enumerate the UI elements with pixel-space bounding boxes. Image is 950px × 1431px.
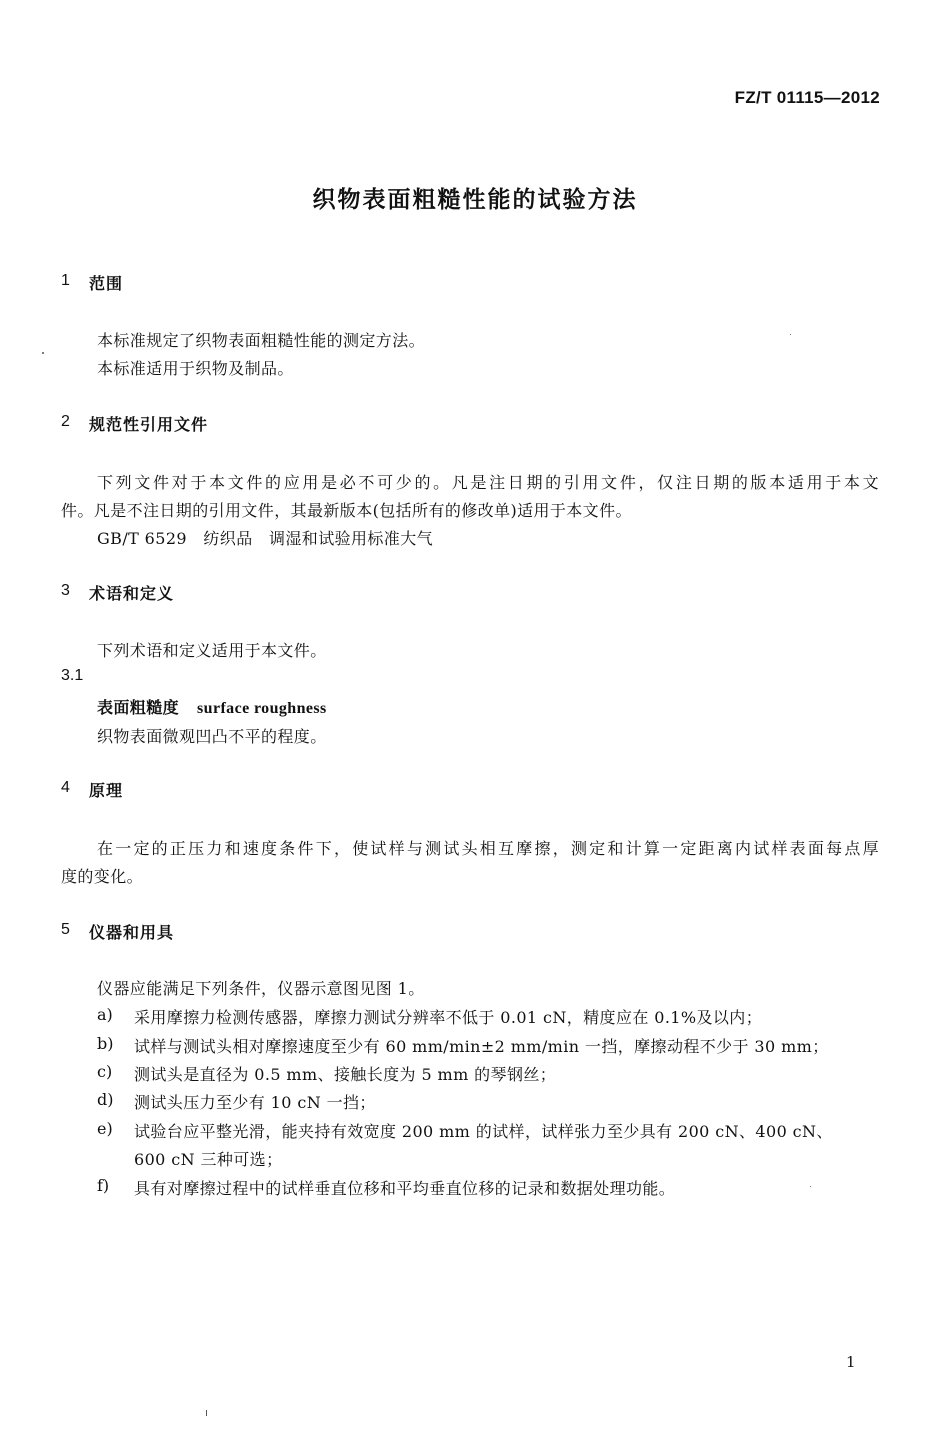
scan-speck bbox=[790, 334, 791, 335]
list-item-text: 测试头压力至少有 10 cN 一挡； bbox=[134, 1093, 376, 1112]
list-item-label: e) bbox=[97, 1119, 113, 1138]
standard-number: FZ/T 01115—2012 bbox=[734, 88, 880, 107]
section-2-title: 规范性引用文件 bbox=[89, 415, 209, 434]
list-item-label: a) bbox=[97, 1005, 113, 1024]
list-item-text: 试验台应平整光滑，能夹持有效宽度 200 mm 的试样，试样张力至少具有 200 cN、400 cN、 bbox=[134, 1122, 833, 1141]
section-5-title: 仪器和用具 bbox=[89, 923, 175, 942]
section-4-number: 4 bbox=[61, 779, 70, 796]
list-item-text: 试样与测试头相对摩擦速度至少有 60 mm/min±2 mm/min 一挡，摩擦动程不少于 30 mm； bbox=[134, 1037, 829, 1056]
section-1-paragraph-2: 本标准适用于织物及制品。 bbox=[97, 359, 294, 378]
section-2-paragraph-line-1-text: 下列文件对于本文件的应用是必不可少的。凡是注日期的引用文件，仅注日期的版本适用于本文 bbox=[97, 473, 879, 492]
section-3-intro: 下列术语和定义适用于本文件。 bbox=[97, 641, 327, 660]
section-2-number: 2 bbox=[61, 413, 70, 430]
list-item-label: d) bbox=[97, 1090, 114, 1109]
subsection-3-1-number: 3.1 bbox=[61, 667, 84, 684]
section-2-paragraph-line-2: 件。凡是不注日期的引用文件，其最新版本(包括所有的修改单)适用于本文件。 bbox=[61, 501, 632, 520]
section-5-intro: 仪器应能满足下列条件，仪器示意图见图 1。 bbox=[97, 979, 425, 998]
list-item-label: c) bbox=[97, 1062, 113, 1081]
section-4-title: 原理 bbox=[89, 781, 124, 800]
scan-speck bbox=[810, 1186, 811, 1187]
section-4-paragraph-line-2: 度的变化。 bbox=[61, 867, 144, 886]
scan-speck bbox=[42, 352, 44, 354]
list-item-text: 采用摩擦力检测传感器，摩擦力测试分辨率不低于 0.01 cN，精度应在 0.1%及以内； bbox=[134, 1008, 763, 1027]
section-3-number: 3 bbox=[61, 582, 70, 599]
document-title: 织物表面粗糙性能的试验方法 bbox=[312, 187, 638, 213]
section-1-paragraph-1: 本标准规定了织物表面粗糙性能的测定方法。 bbox=[97, 331, 426, 350]
term-english: surface roughness bbox=[197, 700, 327, 717]
list-item-text-continuation: 600 cN 三种可选； bbox=[134, 1150, 283, 1169]
list-item-label: f) bbox=[97, 1176, 110, 1195]
page-number: 1 bbox=[846, 1353, 856, 1371]
section-2-paragraph-line-1 bbox=[97, 470, 879, 493]
section-3-title: 术语和定义 bbox=[89, 584, 175, 603]
scan-speck bbox=[206, 1410, 207, 1416]
section-1-number: 1 bbox=[61, 272, 70, 289]
list-item-label: b) bbox=[97, 1034, 114, 1053]
section-4-paragraph-line-1 bbox=[97, 836, 879, 859]
list-item-text: 具有对摩擦过程中的试样垂直位移和平均垂直位移的记录和数据处理功能。 bbox=[134, 1179, 676, 1198]
section-2-reference: GB/T 6529 纺织品 调湿和试验用标准大气 bbox=[97, 529, 434, 548]
section-4-paragraph-line-1-text: 在一定的正压力和速度条件下，使试样与测试头相互摩擦，测定和计算一定距离内试样表面每点厚 bbox=[97, 839, 879, 858]
term-heading bbox=[97, 695, 327, 718]
list-item-text: 测试头是直径为 0.5 mm、接触长度为 5 mm 的琴钢丝； bbox=[134, 1065, 557, 1084]
term-definition: 织物表面微观凹凸不平的程度。 bbox=[97, 727, 327, 746]
section-1-title: 范围 bbox=[89, 274, 124, 293]
term-chinese: 表面粗糙度 bbox=[97, 698, 180, 717]
section-5-number: 5 bbox=[61, 921, 70, 938]
